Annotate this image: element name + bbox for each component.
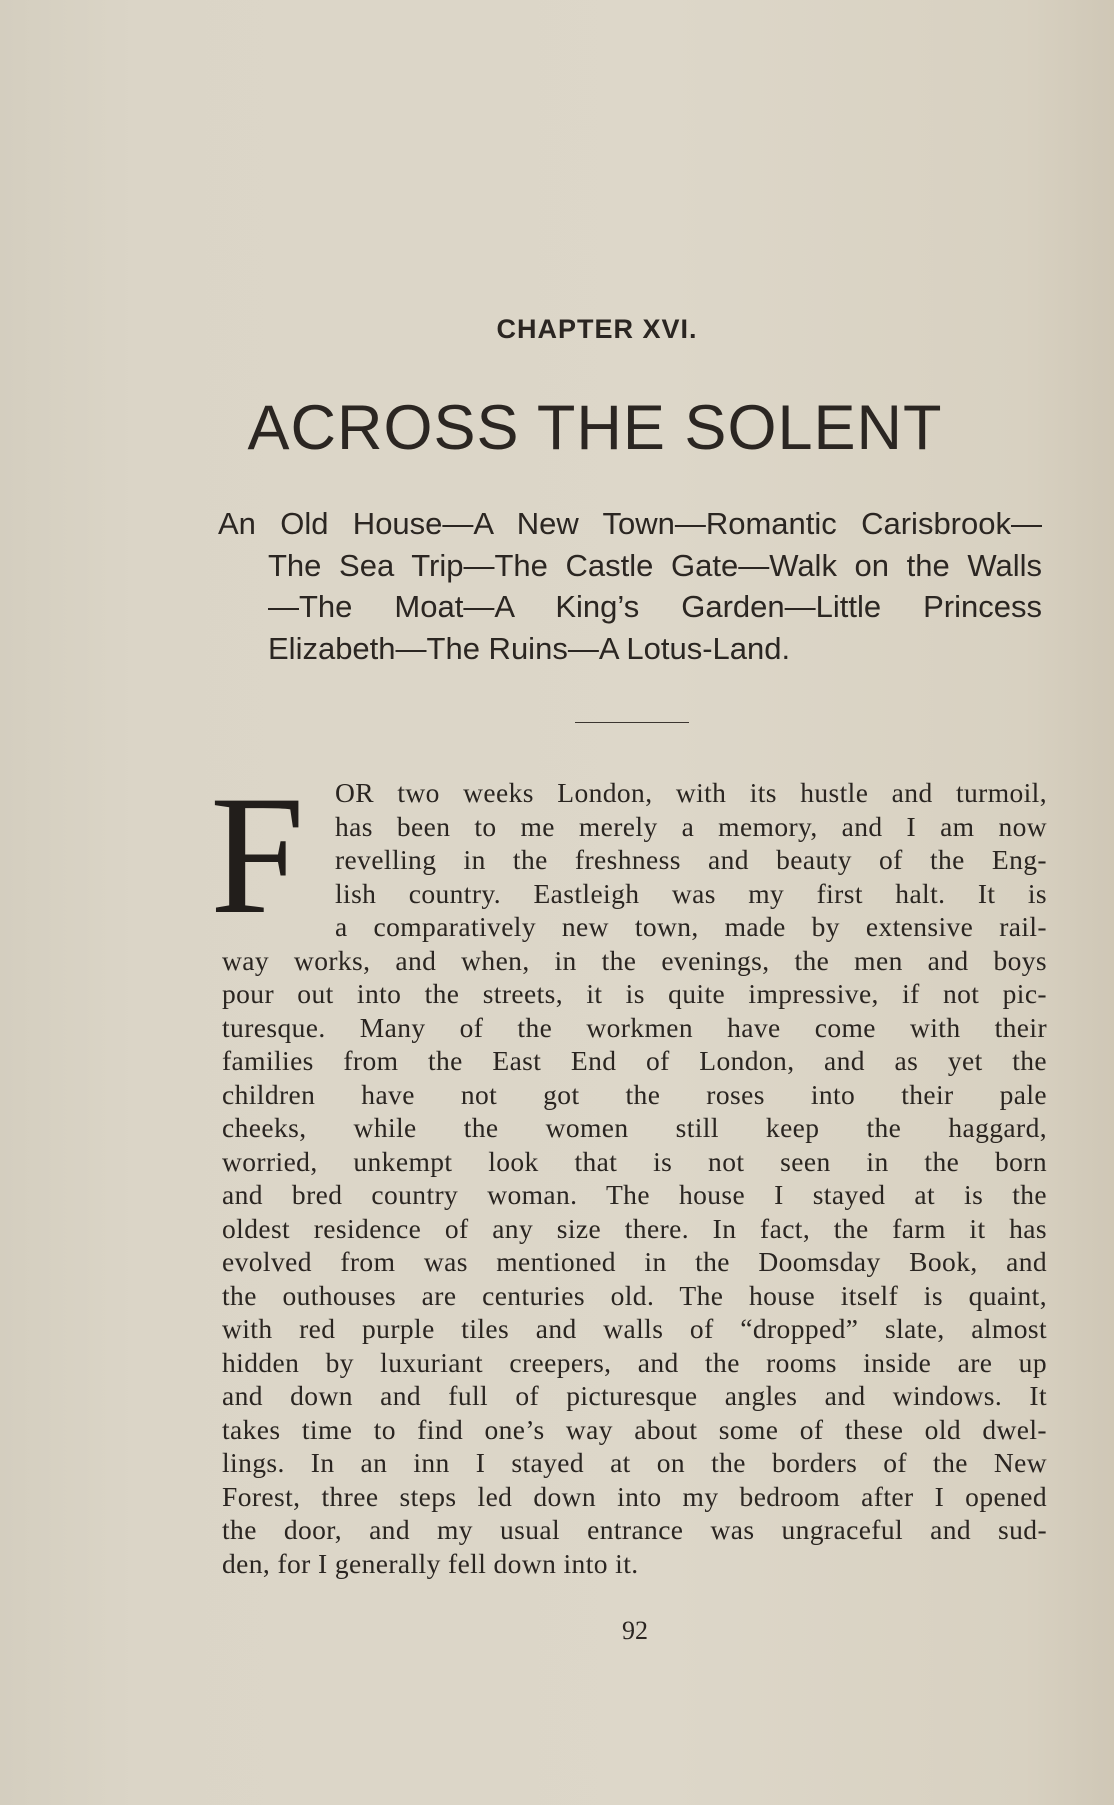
body-paragraph: [222, 776, 1047, 1580]
body-line: takes time to find one’s way about some of these old dwel-: [222, 1413, 1047, 1445]
chapter-synopsis: [218, 503, 1042, 669]
body-line: worried, unkempt look that is not seen in the born: [222, 1145, 1047, 1177]
body-line: den, for I generally fell down into it.: [222, 1547, 639, 1579]
chapter-number: CHAPTER XVI.: [496, 314, 698, 344]
body-line: children have not got the roses into their pale: [222, 1078, 1047, 1110]
body-line: way works, and when, in the evenings, the men and boys: [222, 944, 1047, 976]
synopsis-line: The Sea Trip—The Castle Gate—Walk on the Walls: [268, 547, 1042, 583]
body-line: and bred country woman. The house I stayed at is the: [222, 1179, 1047, 1210]
body-line: has been to me merely a memory, and I am now: [335, 810, 1047, 842]
body-line: cheeks, while the women still keep the haggard,: [222, 1112, 1047, 1143]
body-line: the door, and my usual entrance was ungraceful and sud-: [222, 1514, 1047, 1545]
body-line: with red purple tiles and walls of “dropped” slate, almost: [222, 1313, 1047, 1344]
body-line: the outhouses are centuries old. The house itself is quaint,: [222, 1279, 1047, 1311]
body-line: families from the East End of London, and as yet the: [222, 1045, 1047, 1076]
body-line: OR two weeks London, with its hustle and turmoil,: [335, 777, 1047, 808]
synopsis-line: An Old House—A New Town—Romantic Carisbrook—: [218, 506, 1042, 541]
synopsis-line: Elizabeth—The Ruins—A Lotus-Land.: [268, 630, 791, 666]
synopsis-line: —The Moat—A King’s Garden—Little Princess: [268, 589, 1042, 624]
body-line: and down and full of picturesque angles and windows. It: [222, 1380, 1047, 1411]
body-line: evolved from was mentioned in the Doomsday Book, and: [222, 1246, 1047, 1277]
body-line: Forest, three steps led down into my bedroom after I opened: [222, 1480, 1047, 1512]
body-line: oldest residence of any size there. In fact, the farm it has: [222, 1212, 1047, 1244]
drop-cap: F: [210, 761, 305, 949]
body-line: pour out into the streets, it is quite impressive, if not pic-: [222, 978, 1047, 1009]
body-line: hidden by luxuriant creepers, and the rooms inside are up: [222, 1346, 1047, 1378]
body-line: revelling in the freshness and beauty of the Eng-: [335, 844, 1047, 875]
body-line: lings. In an inn I stayed at on the borders of the New: [222, 1447, 1047, 1478]
body-line: turesque. Many of the workmen have come with their: [222, 1011, 1047, 1043]
chapter-title: ACROSS THE SOLENT: [247, 393, 943, 463]
section-divider: [575, 722, 689, 723]
body-line: lish country. Eastleigh was my first halt. It is: [335, 877, 1047, 909]
body-line: a comparatively new town, made by extensive rail-: [335, 911, 1047, 942]
page-number: 92: [622, 1616, 648, 1645]
